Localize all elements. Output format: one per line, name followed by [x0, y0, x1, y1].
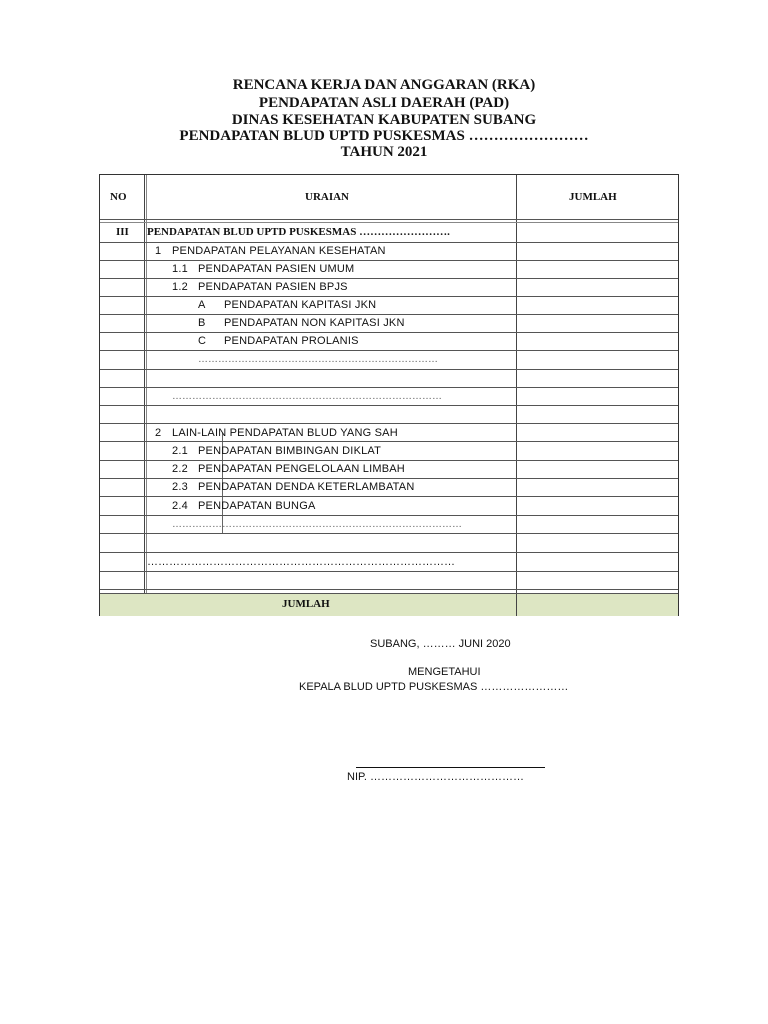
row-2-number: 2 [155, 427, 162, 439]
row-line [100, 260, 678, 261]
row-line [100, 314, 678, 315]
row-2-2-number: 2.2 [172, 463, 188, 475]
row-1-2-label: PENDAPATAN PASIEN BPJS [198, 281, 348, 293]
row-line [100, 589, 678, 590]
dotted-placeholder-4: ………………………………………………………………………… [147, 556, 455, 568]
row-line [100, 278, 678, 279]
doc-title-line4: PENDAPATAN BLUD UPTD PUSKESMAS …………………… [179, 128, 589, 144]
row-1-number: 1 [155, 245, 162, 257]
row-line [100, 478, 678, 479]
row-line [100, 369, 678, 370]
row-1-1-label: PENDAPATAN PASIEN UMUM [198, 263, 355, 275]
row-line [100, 387, 678, 388]
row-2-4-label: PENDAPATAN BUNGA [198, 500, 316, 512]
row-2-label: LAIN-LAIN PENDAPATAN BLUD YANG SAH [172, 427, 398, 439]
doc-title-line3: DINAS KESEHATAN KABUPATEN SUBANG [231, 112, 537, 128]
row-line [100, 533, 678, 534]
total-row-background [100, 593, 678, 616]
acknowledged-label: MENGETAHUI [408, 666, 481, 678]
row-line [100, 242, 678, 243]
row-2-3-number: 2.3 [172, 481, 188, 493]
dotted-placeholder-2: ……………………………………………………………………… [172, 391, 442, 402]
row-line [100, 496, 678, 497]
main-row-label: PENDAPATAN BLUD UPTD PUSKESMAS ……………………. [147, 226, 450, 238]
rka-table [99, 174, 679, 616]
row-2-1-label: PENDAPATAN BIMBINGAN DIKLAT [198, 445, 382, 457]
row-b-letter: B [198, 317, 206, 329]
row-2-1-number: 2.1 [172, 445, 188, 457]
header-divider [100, 219, 678, 220]
col-divider-no [144, 175, 145, 593]
col-header-jumlah: JUMLAH [569, 191, 617, 203]
row-line [100, 441, 678, 442]
row-line [100, 332, 678, 333]
doc-title-line5: TAHUN 2021 [340, 144, 428, 160]
row-line [100, 296, 678, 297]
dotted-placeholder-1: ……………………………………………………………… [198, 354, 438, 365]
row-2-3-label: PENDAPATAN DENDA KETERLAMBATAN [198, 481, 415, 493]
row-2-4-number: 2.4 [172, 500, 188, 512]
total-label: JUMLAH [282, 598, 330, 610]
row-a-label: PENDAPATAN KAPITASI JKN [224, 299, 377, 311]
doc-title-line1: RENCANA KERJA DAN ANGGARAN (RKA) [232, 77, 536, 93]
nip-label: NIP. …………………………………… [347, 771, 525, 783]
place-date: SUBANG, ……… JUNI 2020 [370, 638, 511, 650]
header-divider-inner [100, 222, 678, 223]
row-line [100, 515, 678, 516]
row-line [100, 423, 678, 424]
doc-title-line2: PENDAPATAN ASLI DAERAH (PAD) [258, 95, 510, 111]
row-1-1-number: 1.1 [172, 263, 188, 275]
row-line [100, 571, 678, 572]
total-divider [100, 593, 678, 594]
col-header-uraian: URAIAN [305, 191, 349, 203]
row-a-letter: A [198, 299, 206, 311]
row-line [100, 350, 678, 351]
row-1-label: PENDAPATAN PELAYANAN KESEHATAN [172, 245, 386, 257]
row-line [100, 552, 678, 553]
main-row-no: III [116, 226, 129, 238]
row-c-letter: C [198, 335, 207, 347]
signature-line [356, 767, 545, 768]
row-1-2-number: 1.2 [172, 281, 188, 293]
col-header-no: NO [110, 191, 127, 203]
row-line [100, 405, 678, 406]
row-b-label: PENDAPATAN NON KAPITASI JKN [224, 317, 405, 329]
row-c-label: PENDAPATAN PROLANIS [224, 335, 359, 347]
kepala-label: KEPALA BLUD UPTD PUSKESMAS …………………… [299, 681, 569, 693]
row-2-2-label: PENDAPATAN PENGELOLAAN LIMBAH [198, 463, 405, 475]
row-line [100, 460, 678, 461]
dotted-placeholder-3: …………………………………………………………………………… [172, 519, 462, 530]
